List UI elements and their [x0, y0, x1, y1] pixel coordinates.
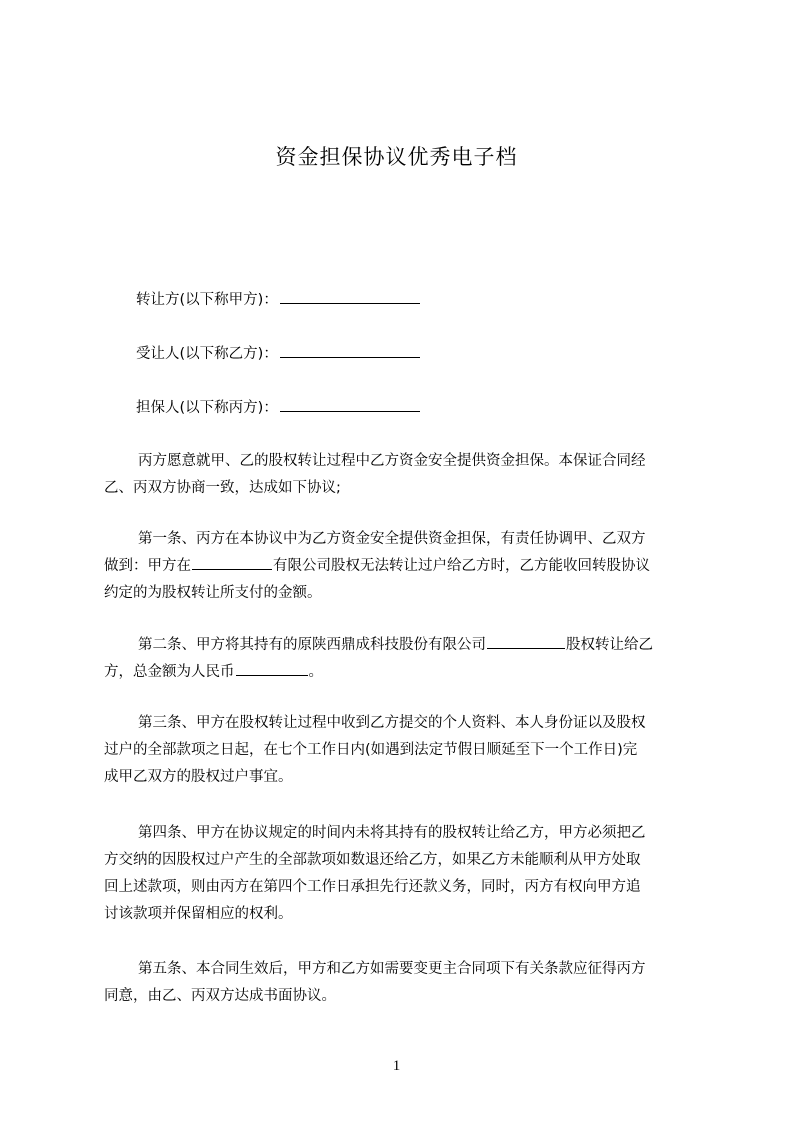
- article-2-text: 股权转让给乙: [566, 637, 653, 653]
- guarantor-blank: [280, 397, 420, 412]
- article-4-line: 方交纳的因股权过户产生的全部款项如数退还给乙方，如果乙方未能顺利从甲方处取: [104, 852, 641, 868]
- article-1-line: 第一条、丙方在本协议中为乙方资金安全提供资金担保，有责任协调甲、乙双方: [138, 531, 646, 547]
- article-3-line: 第三条、甲方在股权转让过程中收到乙方提交的个人资料、本人身份证以及股权: [138, 715, 646, 731]
- article-4-line: 讨该款项并保留相应的权利。: [104, 906, 293, 922]
- document-title: 资金担保协议优秀电子档: [275, 145, 518, 169]
- article-4-line: 回上述款项，则由丙方在第四个工作日承担先行还款义务，同时，丙方有权向甲方追: [104, 879, 641, 895]
- company-blank: [192, 555, 272, 570]
- article-4-line: 第四条、甲方在协议规定的时间内未将其持有的股权转让给乙方，甲方必须把乙: [138, 825, 646, 841]
- article-3-line: 成甲乙双方的股权过户事宜。: [104, 769, 293, 785]
- article-1-text: 有限公司股权无法转让过户给乙方时，乙方能收回转股协议: [273, 558, 650, 574]
- transferor-field: [136, 289, 420, 311]
- preamble-line: 乙、丙双方协商一致，达成如下协议;: [104, 480, 341, 496]
- transferee-field: [136, 343, 420, 365]
- article-2-text: 。: [308, 664, 323, 680]
- article-2-line: [104, 632, 700, 659]
- article-2-text: 第二条、甲方将其持有的原陕西鼎成科技股份有限公司: [138, 637, 486, 653]
- page-number: 1: [392, 1058, 401, 1074]
- transferor-label: 转让方(以下称甲方)：: [136, 292, 278, 308]
- article-2-line: [104, 659, 700, 686]
- article-4-paragraph: [104, 820, 700, 928]
- article-1-line: [104, 553, 700, 580]
- guarantor-field: [136, 397, 420, 419]
- article-5-paragraph: [104, 956, 700, 1010]
- article-1-text: 做到：甲方在: [104, 558, 191, 574]
- transferee-blank: [280, 343, 420, 358]
- amount-blank: [236, 661, 308, 676]
- transferor-blank: [280, 289, 420, 304]
- article-3-paragraph: [104, 710, 700, 791]
- transferee-label: 受让人(以下称乙方)：: [136, 346, 278, 362]
- article-2-text: 方，总金额为人民币: [104, 664, 235, 680]
- preamble-paragraph: [104, 448, 700, 502]
- article-1-line: 约定的为股权转让所支付的金额。: [104, 585, 322, 601]
- preamble-line: 丙方愿意就甲、乙的股权转让过程中乙方资金安全提供资金担保。本保证合同经: [138, 453, 646, 469]
- article-2-paragraph: [104, 632, 700, 686]
- share-blank: [487, 634, 565, 649]
- article-1-paragraph: [104, 526, 700, 607]
- article-3-line: 过户的全部款项之日起，在七个工作日内(如遇到法定节假日顺延至下一个工作日)完: [104, 742, 638, 758]
- article-5-line: 第五条、本合同生效后，甲方和乙方如需要变更主合同项下有关条款应征得丙方: [138, 961, 646, 977]
- guarantor-label: 担保人(以下称丙方)：: [136, 400, 278, 416]
- article-5-line: 同意，由乙、丙双方达成书面协议。: [104, 988, 336, 1004]
